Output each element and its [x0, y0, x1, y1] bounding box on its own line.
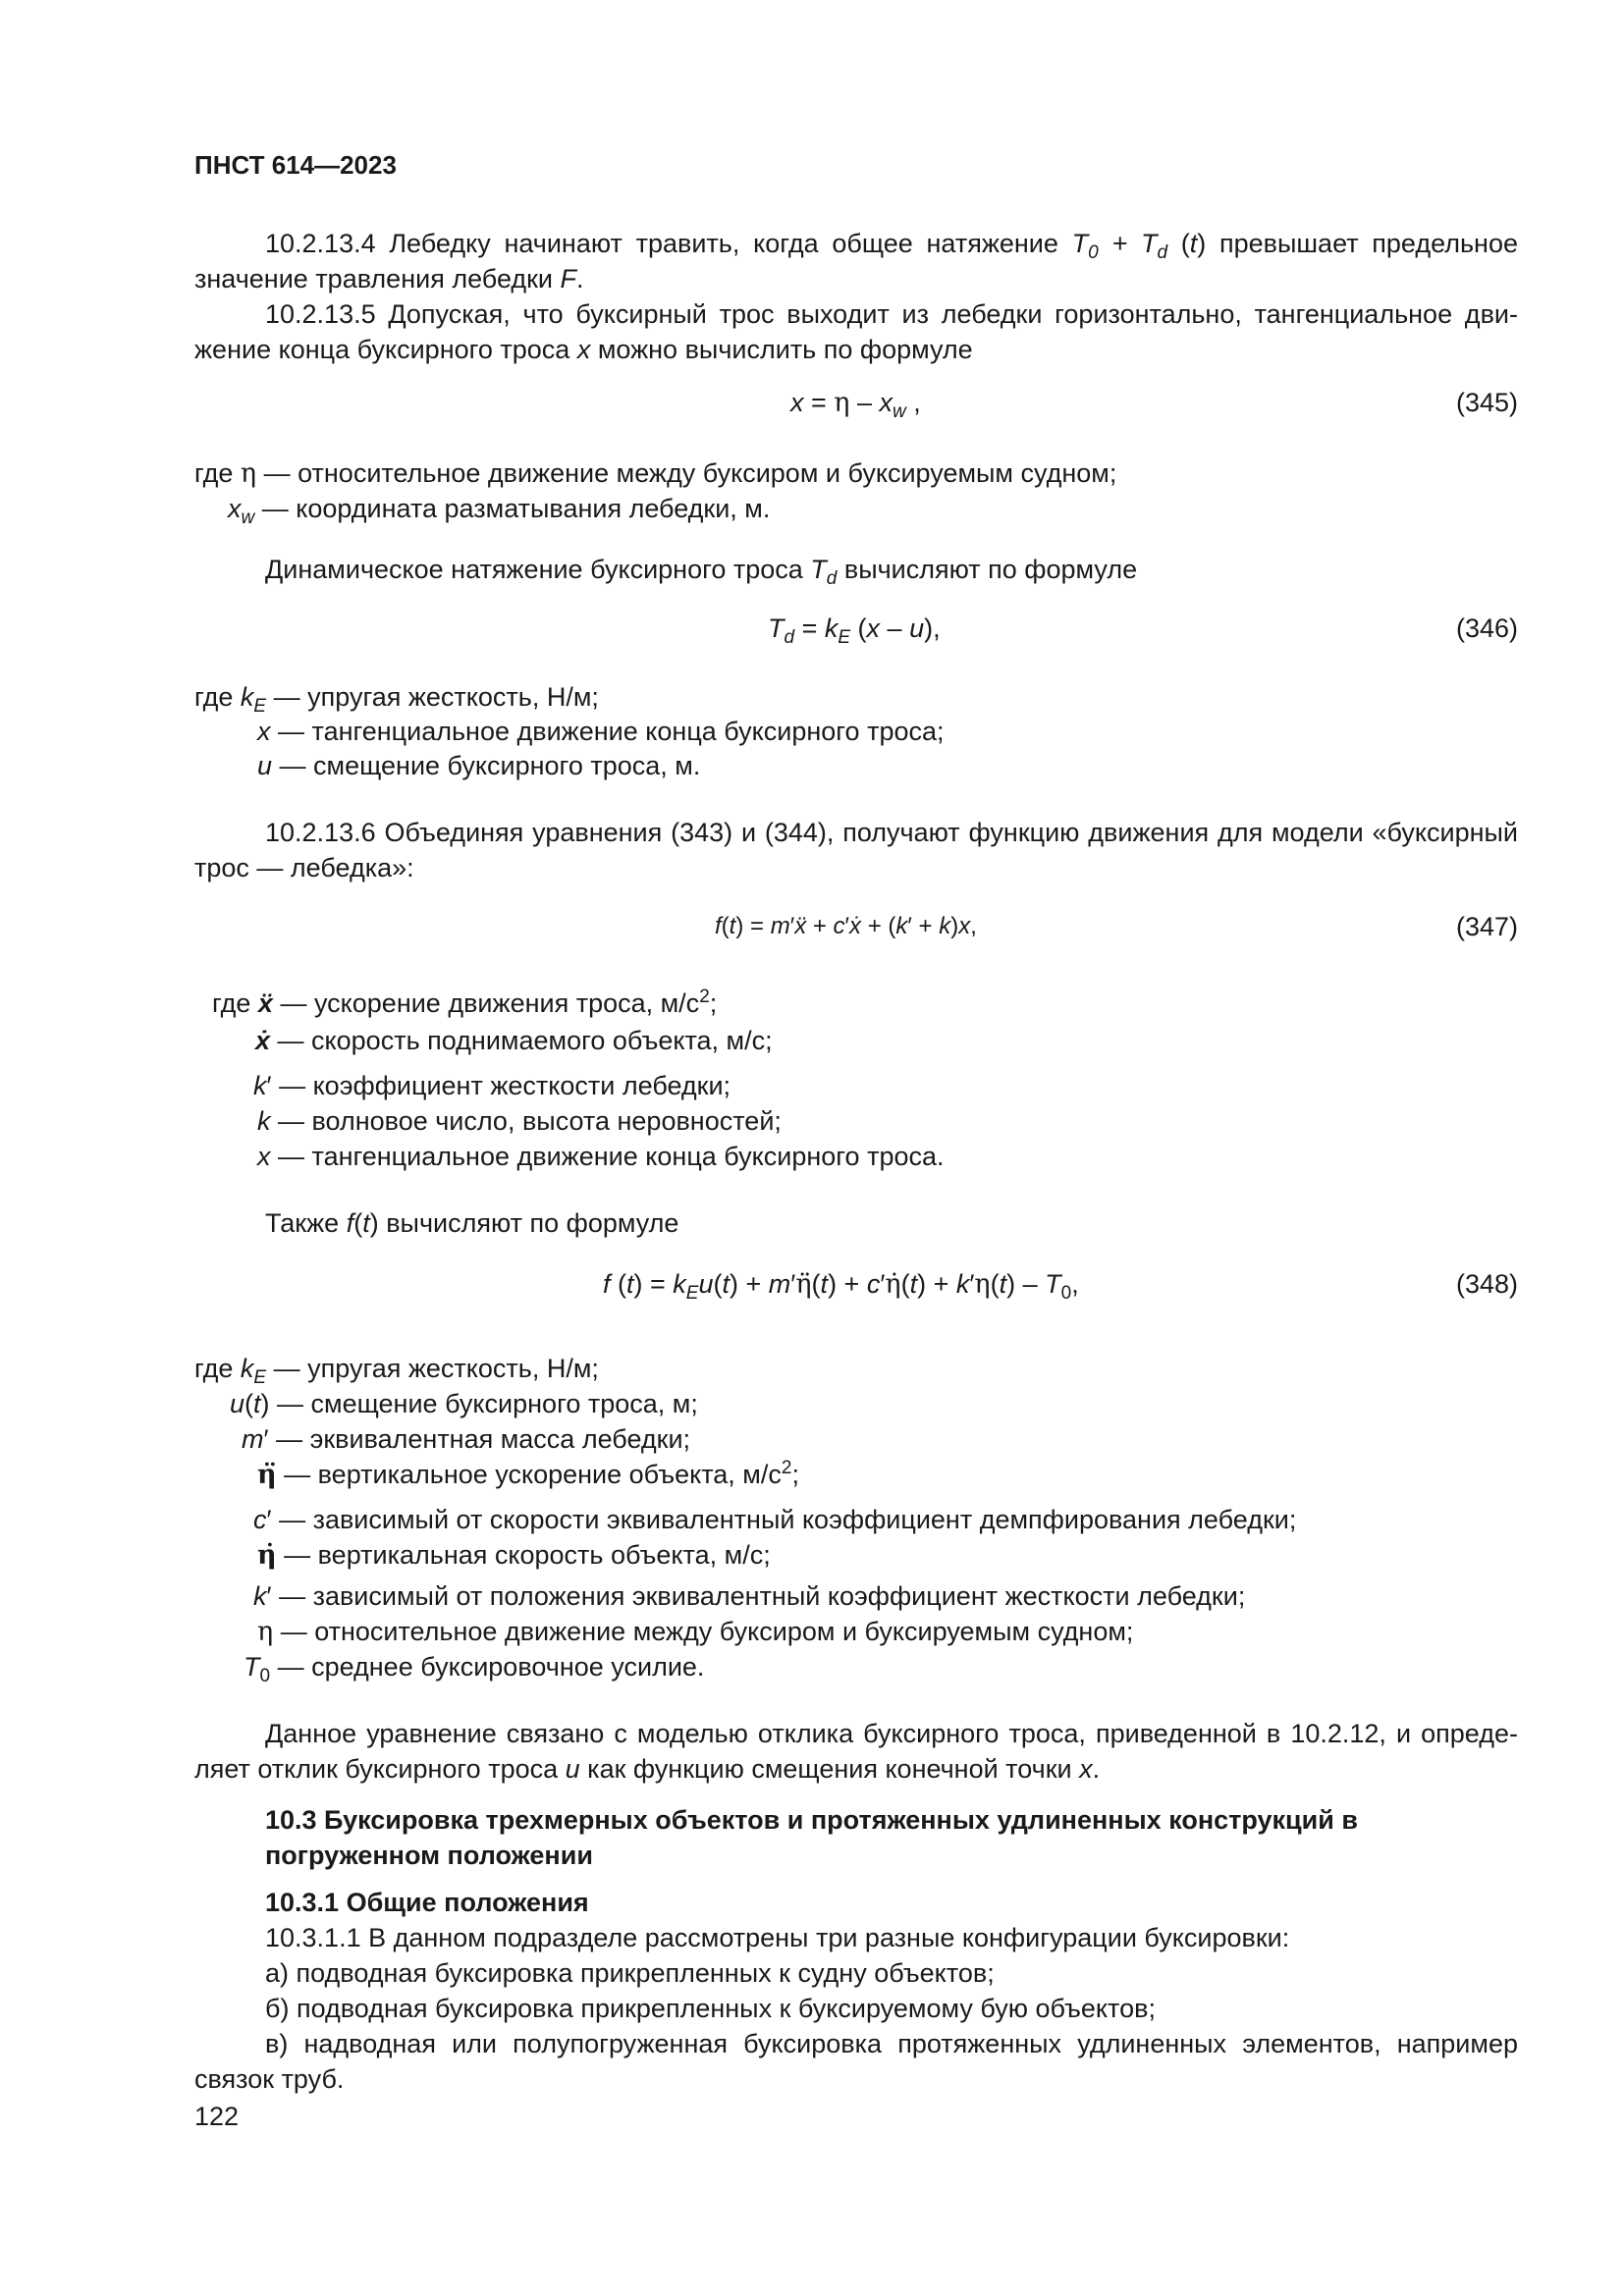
- definition-t0: $T_0$ — среднее буксировочное усилие.: [244, 1652, 705, 1686]
- equation-348: f $(t) = k_Eu(t)$ + m′η̈(t) + c′η̇(t) + $k'\eta(t) - T_0$,: [603, 1269, 1079, 1304]
- definition-k-prime: k′ — коэффициент жесткости лебедки;: [253, 1071, 731, 1100]
- page-number: 122: [194, 2102, 240, 2131]
- definition-eta-2: η — относительное движение между буксиром и буксируемым судном;: [257, 1617, 1134, 1647]
- paragraph-10-2-13-4: 10.2.13.4 Лебедку начинают травить, когда общее натяжение $T_0 + T_d$ (t) превышает предельное значение травления лебедки F.: [194, 229, 1518, 294]
- definition-eta: где η — относительное движение между буксиром и буксируемым судном;: [194, 458, 1117, 489]
- definition-ke: где $k_E$ — упругая жесткость, Н/м;: [194, 682, 599, 717]
- section-heading-10-3-1: 10.3.1 Общие положения: [265, 1888, 589, 1917]
- definition-u: u — смещение буксирного троса, м.: [257, 751, 701, 780]
- formula-t0-td: $T_0 + T_d$: [1071, 229, 1168, 263]
- equation-347-number: (347): [1455, 912, 1518, 941]
- symbol-xw: $x_w$: [228, 494, 255, 528]
- definition-eta-dot: η̇ — вертикальная скорость объекта, м/с;: [257, 1540, 771, 1571]
- equation-345: $x = \eta - x_w$ ,: [790, 388, 921, 422]
- document-header: ПНСТ 614—2023: [194, 150, 397, 180]
- section-heading-10-3: 10.3 Буксировка трехмерных объектов и протяженных удлиненных конструкций в погруженном положении: [265, 1805, 1358, 1870]
- paragraph-10-2-13-6: 10.2.13.6 Объединяя уравнения (343) и (344), получают функцию движения для модели «буксирный трос — лебедка»:: [194, 818, 1518, 882]
- list-item-b: б) подводная буксировка прикрепленных к буксируемому бую объектов;: [265, 1994, 1156, 2023]
- definition-ke-2: где $k_E$ — упругая жесткость, Н/м;: [194, 1354, 599, 1388]
- symbol-eta: η: [240, 458, 257, 489]
- definition-x-dot: ẋ — скорость поднимаемого объекта, м/с;: [255, 1026, 773, 1055]
- paragraph-10-2-13-5: 10.2.13.5 Допуская, что буксирный трос выходит из лебедки горизонтально, тангенциальное движение конца буксирного троса x можно вычислить по формуле: [194, 299, 1518, 364]
- definition-c-prime: c′ — зависимый от скорости эквивалентный коэффициент демпфирования лебедки;: [253, 1505, 1297, 1534]
- paragraph-equation-relation: Данное уравнение связано с моделью отклика буксирного троса, приведенной в 10.2.12, и определяет отклик буксирного троса u как функцию смещения конечной точки x.: [194, 1719, 1518, 1784]
- definition-xw: $x_w$ — координата разматывания лебедки, м.: [228, 494, 771, 528]
- definition-ut: u(t) — смещение буксирного троса, м;: [230, 1389, 698, 1418]
- paragraph-10-3-1-1: 10.3.1.1 В данном подразделе рассмотрены три разные конфигурации буксировки:: [265, 1923, 1290, 1952]
- definition-eta-ddot: η̈ — вертикальное ускорение объекта, $м/с^2$;: [257, 1458, 799, 1490]
- definition-k: k — волновое число, высота неровностей;: [257, 1106, 782, 1136]
- equation-348-number: (348): [1455, 1269, 1518, 1299]
- definition-m-prime: m′ — эквивалентная масса лебедки;: [242, 1424, 691, 1454]
- definition-x-ddot: где ẍ — ускорение движения троса, $м/с^2$;: [212, 987, 718, 1018]
- equation-346: $T_d = k_E$ (x – u),: [768, 614, 941, 648]
- equation-345-number: (345): [1455, 388, 1518, 417]
- equation-347: f(t) = m′ẍ + c′ẋ + (k′ + k)x,: [715, 913, 977, 939]
- list-item-v: в) надводная или полупогруженная буксировка протяженных удлиненных элементов, например связок труб.: [194, 2029, 1518, 2094]
- definition-x: x — тангенциальное движение конца буксирного троса;: [257, 717, 945, 746]
- definition-k-prime-2: k′ — зависимый от положения эквивалентный коэффициент жесткости лебедки;: [253, 1581, 1246, 1611]
- list-item-a: а) подводная буксировка прикрепленных к судну объектов;: [265, 1958, 995, 1988]
- definition-x-tangential: x — тангенциальное движение конца буксирного троса.: [257, 1142, 945, 1171]
- paragraph-also-ft: Также f(t) вычисляют по формуле: [265, 1208, 679, 1238]
- equation-346-number: (346): [1455, 614, 1518, 643]
- paragraph-dynamic-tension: Динамическое натяжение буксирного троса $T_d$ вычисляют по формуле: [265, 555, 1138, 589]
